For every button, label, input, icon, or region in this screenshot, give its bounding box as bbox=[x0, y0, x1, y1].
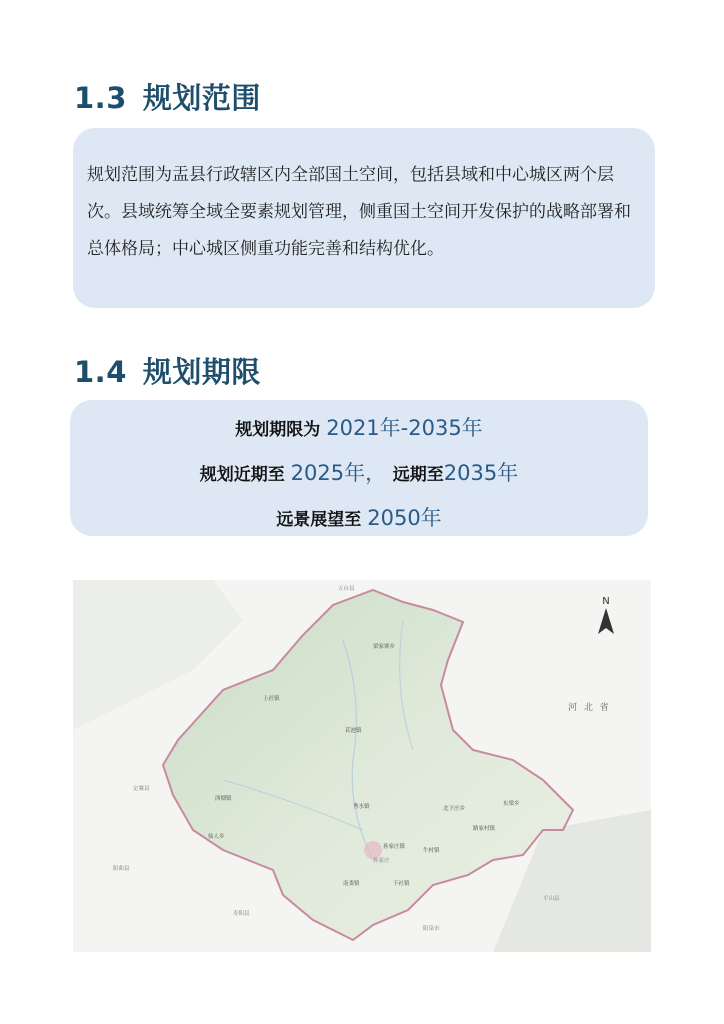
section-title: 规划范围 bbox=[142, 81, 261, 115]
town-label: 秀水镇 bbox=[353, 804, 370, 810]
town-label: 北下庄乡 bbox=[443, 806, 466, 812]
period-line-vision bbox=[70, 496, 648, 541]
section-number: 1.4 bbox=[74, 355, 127, 389]
province-label: 河 北 省 bbox=[568, 703, 611, 713]
vision-label: 远景展望至 bbox=[276, 510, 368, 530]
town-label: 上社镇 bbox=[263, 696, 280, 702]
neighbor-label: 寿阳县 bbox=[233, 911, 250, 917]
town-label: 苌池镇 bbox=[345, 728, 362, 734]
vision-value: 2050年 bbox=[367, 506, 442, 530]
period-label: 规划期限为 bbox=[235, 420, 327, 440]
town-label: 梁家寨乡 bbox=[373, 644, 396, 650]
svg-text:N: N bbox=[602, 596, 610, 607]
period-line-near-far bbox=[70, 451, 648, 496]
long-term-value: 2035年 bbox=[443, 461, 519, 485]
town-label: 路家村镇 bbox=[473, 826, 496, 832]
section-heading-period bbox=[74, 350, 261, 391]
town-label: 南娄镇 bbox=[343, 881, 360, 887]
town-label: 西烟镇 bbox=[215, 796, 232, 802]
period-box bbox=[70, 400, 648, 536]
long-term-label: 远期至 bbox=[392, 465, 444, 485]
town-label: 东梁乡 bbox=[503, 801, 520, 807]
neighbor-label: 阳泉市 bbox=[423, 926, 440, 932]
county-map bbox=[73, 580, 651, 952]
near-term-label: 规划近期至 bbox=[199, 465, 291, 485]
neighbor-label: 五台县 bbox=[338, 586, 355, 592]
separator: ， bbox=[365, 461, 393, 485]
town-label: 牛村镇 bbox=[423, 848, 440, 854]
section-number: 1.3 bbox=[74, 81, 127, 115]
neighbor-label: 孙家庄 bbox=[373, 858, 390, 864]
near-term-value: 2025年 bbox=[290, 461, 366, 485]
scope-text: 规划范围为盂县行政辖区内全部国土空间，包括县域和中心城区两个层次。县域统筹全域全要素规划管理，侧重国土空间开发保护的战略部署和总体格局；中心城区侧重功能完善和结构优化。 bbox=[87, 165, 631, 259]
period-line-overall bbox=[70, 406, 648, 451]
town-label: 孙家庄镇 bbox=[383, 844, 406, 850]
neighbor-label: 平山县 bbox=[543, 896, 560, 902]
town-label: 下社镇 bbox=[393, 881, 410, 887]
section-title: 规划期限 bbox=[142, 355, 261, 389]
central-city-marker bbox=[364, 841, 382, 859]
neighbor-label: 阳曲县 bbox=[113, 866, 130, 872]
period-value: 2021年-2035年 bbox=[326, 416, 483, 440]
scope-box bbox=[73, 128, 655, 308]
town-label: 仙人乡 bbox=[208, 834, 225, 840]
section-heading-scope bbox=[74, 76, 261, 117]
neighbor-label: 定襄县 bbox=[133, 786, 150, 792]
